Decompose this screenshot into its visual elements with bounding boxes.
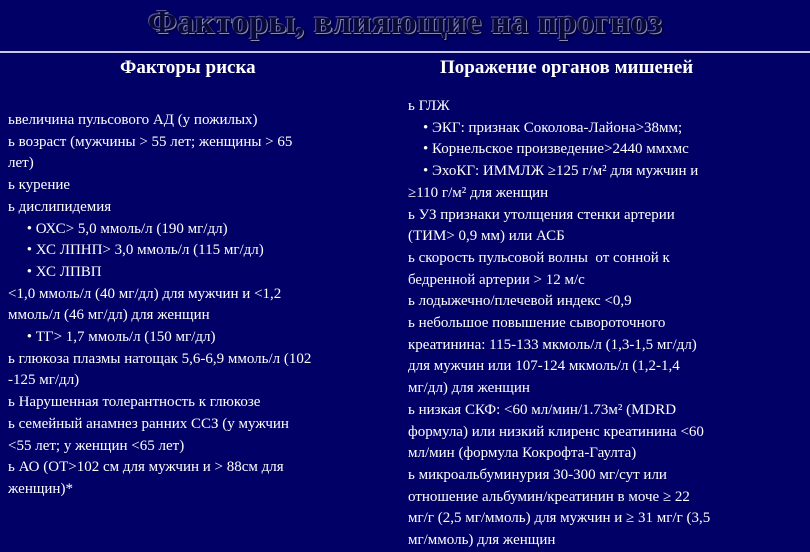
list-item: ь низкая СКФ: <60 мл/мин/1.73м² (MDRD (408, 401, 677, 418)
list-item: <55 лет; у женщин <65 лет) (8, 437, 185, 454)
list-item: ь глюкоза плазмы натощак 5,6-6,9 ммоль/л (102 (8, 350, 312, 367)
list-item: • ЭхоКГ: ИММЛЖ ≥125 г/м² для мужчин и (408, 163, 699, 180)
list-item: отношение альбумин/креатинин в моче ≥ 22 (408, 488, 690, 505)
list-item: мг/г (2,5 мг/ммоль) для мужчин и ≥ 31 мг/г (3,5 (408, 510, 711, 527)
list-item: <1,0 ммоль/л (40 мг/дл) для мужчин и <1,2 (8, 285, 282, 302)
list-item: ь Нарушенная толерантность к глюкозе (8, 394, 261, 411)
list-item: • ХС ЛПНП> 3,0 ммоль/л (115 мг/дл) (8, 242, 264, 259)
list-item: (ТИМ> 0,9 мм) или АСБ (408, 228, 565, 245)
risk-factors-heading: Факторы риска (120, 57, 256, 78)
list-item: ь АО (ОТ>102 см для мужчин и > 88см для (8, 459, 284, 476)
title-divider (0, 51, 810, 53)
list-item: ь семейный анамнез ранних ССЗ (у мужчин (8, 415, 289, 432)
target-organ-damage-heading: Поражение органов мишеней (440, 57, 694, 78)
list-item: • ЭКГ: признак Соколова-Лайона>38мм; (408, 119, 683, 136)
list-item: для мужчин или 107-124 мкмоль/л (1,2-1,4 (408, 358, 680, 375)
list-item: ь небольшое повышение сывороточного (408, 315, 666, 332)
list-item: -125 мг/дл) (8, 372, 80, 389)
list-item: ь микроальбуминурия 30-300 мг/сут или (408, 466, 667, 483)
list-item: креатинина: 115-133 мкмоль/л (1,3-1,5 мг/дл) (408, 336, 697, 353)
list-item: ьвеличина пульсового АД (у пожилых) (8, 112, 258, 128)
list-item: формула) или низкий клиренс креатинина <60 (408, 423, 704, 440)
list-item: мг/дл) для женщин (408, 380, 530, 397)
list-item: бедренной артерии > 12 м/с (408, 271, 585, 288)
list-item: ь УЗ признаки утолщения стенки артерии (408, 206, 675, 223)
risk-factors-list (8, 110, 403, 501)
list-item: мл/мин (формула Кокрофта-Гаулта) (408, 445, 637, 462)
list-item: ь курение (8, 177, 71, 194)
list-item: лет) (8, 155, 34, 172)
list-item: ь возраст (мужчины > 55 лет; женщины > 65 (8, 133, 293, 150)
list-item: ь лодыжечно/плечевой индекс <0,9 (408, 293, 632, 310)
list-item: ь ГЛЖ (408, 98, 450, 114)
list-item: • ТГ> 1,7 ммоль/л (150 мг/дл) (8, 329, 216, 346)
list-item: ь скорость пульсовой волны от сонной к (408, 249, 670, 266)
list-item: • ОХС> 5,0 ммоль/л (190 мг/дл) (8, 220, 228, 237)
list-item: • ХС ЛПВП (8, 263, 102, 280)
list-item: мг/ммоль) для женщин (408, 532, 556, 549)
list-item: ь дислипидемия (8, 198, 112, 215)
list-item: женщин)* (8, 480, 73, 497)
list-item: • Корнельское произведение>2440 ммхмс (408, 141, 689, 158)
target-organ-damage-list (408, 96, 806, 552)
slide-title: Факторы, влияющие на прогноз (147, 4, 663, 41)
list-item: ≥110 г/м² для женщин (408, 184, 549, 201)
list-item: ммоль/л (46 мг/дл) для женщин (8, 307, 210, 324)
